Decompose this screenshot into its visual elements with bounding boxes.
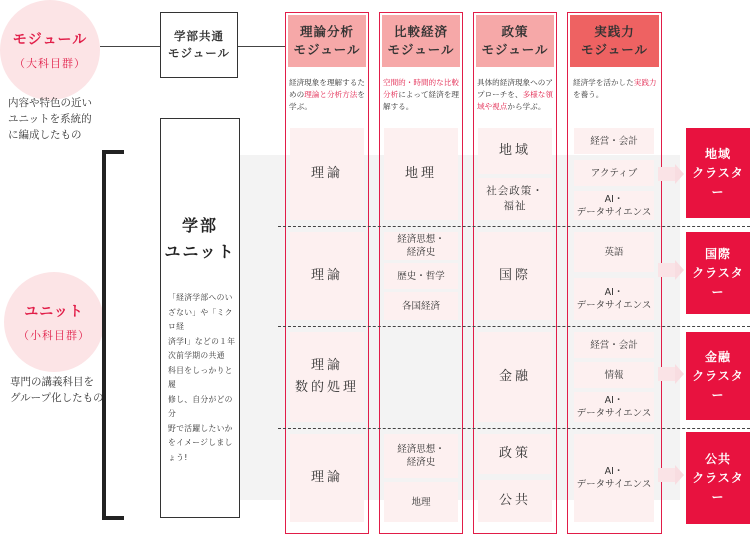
cell-theory: 理論 xyxy=(290,232,364,320)
cell-policy: 公共 xyxy=(478,480,552,522)
cell-theory: 理論 xyxy=(290,434,364,522)
cell-practice: AI・ データサイエンス xyxy=(574,392,654,422)
cell-practice: 英語 xyxy=(574,232,654,272)
row-separator xyxy=(278,226,750,227)
unit-circle xyxy=(4,272,104,372)
cell-policy: 国際 xyxy=(478,232,552,320)
cell-practice: 経営・会計 xyxy=(574,128,654,154)
cell-policy: 金融 xyxy=(478,332,552,422)
arrow-bar xyxy=(658,367,676,381)
cell-policy: 地域 xyxy=(478,128,552,174)
faculty-unit-title: 学部 ユニット xyxy=(164,216,236,261)
arrow-icon xyxy=(675,260,684,280)
cell-comparative: 地理 xyxy=(384,482,458,522)
cell-theory: 理論 数的処理 xyxy=(290,332,364,422)
arrow-bar xyxy=(658,263,676,277)
module-desc-comparative: 空間的・時間的な比較分析によって経済を理解する。 xyxy=(383,78,459,111)
module-header-practice: 実践力 モジュール xyxy=(570,15,659,67)
cell-practice: AI・ データサイエンス xyxy=(574,278,654,320)
cell-policy: 政策 xyxy=(478,434,552,474)
module-header-theory: 理論分析 モジュール xyxy=(288,15,366,67)
module-desc-policy: 具体的経済現象へのアプローチを、多様な領域や視点から学ぶ。 xyxy=(477,78,553,111)
cell-comparative: 歴史・哲学 xyxy=(384,263,458,289)
cell-comparative: 経済思想・ 経済史 xyxy=(384,232,458,260)
cell-comparative: 地理 xyxy=(384,128,458,220)
cell-practice: 経営・会計 xyxy=(574,332,654,358)
cell-policy: 社会政策・ 福祉 xyxy=(478,178,552,220)
row-separator xyxy=(278,326,750,327)
faculty-unit-box xyxy=(160,118,240,518)
cell-practice: AI・ データサイエンス xyxy=(574,191,654,220)
unit-description: 専門の講義科目を グループ化したもの xyxy=(10,376,104,404)
unit-bracket xyxy=(102,150,124,520)
arrow-bar xyxy=(658,167,676,181)
connector-line xyxy=(238,46,286,47)
cell-practice: 情報 xyxy=(574,362,654,388)
module-circle-title: モジュール xyxy=(12,32,88,48)
cell-practice: AI・ データサイエンス xyxy=(574,434,654,522)
cluster-public: 公共 クラスター xyxy=(686,432,750,524)
module-circle-sub: （大科目群） xyxy=(14,57,86,70)
faculty-unit-desc: 「経済学部へのい ざない」や「ミクロ経 済学Ⅰ」などの１年 次前学期の共通 科目をしっかりと履 修し、自分がどの分 野で活躍したいか をイメージしましょう! xyxy=(168,293,236,462)
cluster-region: 地域 クラスター xyxy=(686,128,750,218)
cell-theory: 理論 xyxy=(290,128,364,220)
connector-line xyxy=(100,46,160,47)
module-desc-theory: 経済現象を理解するための理論と分析方法を学ぶ。 xyxy=(289,78,365,111)
unit-circle-sub: （小科目群） xyxy=(18,329,90,342)
arrow-icon xyxy=(675,164,684,184)
cell-practice: アクティブ xyxy=(574,160,654,186)
common-module-box: 学部共通 モジュール xyxy=(160,12,238,78)
module-desc-practice: 経済学を活かした実践力を養う。 xyxy=(573,78,657,99)
cluster-finance: 金融 クラスター xyxy=(686,332,750,420)
cell-comparative: 各国経済 xyxy=(384,292,458,320)
module-header-comparative: 比較経済 モジュール xyxy=(382,15,460,67)
module-description: 内容や特色の近い ユニットを系統的 に編成したもの xyxy=(8,97,92,141)
cluster-international: 国際 クラスター xyxy=(686,232,750,314)
module-header-policy: 政策 モジュール xyxy=(476,15,554,67)
row-separator xyxy=(278,428,750,429)
module-circle xyxy=(0,0,100,100)
arrow-icon xyxy=(675,364,684,384)
arrow-icon xyxy=(675,465,684,485)
arrow-bar xyxy=(658,468,676,482)
unit-circle-title: ユニット xyxy=(24,304,84,320)
cell-comparative: 経済思想・ 経済史 xyxy=(384,434,458,478)
